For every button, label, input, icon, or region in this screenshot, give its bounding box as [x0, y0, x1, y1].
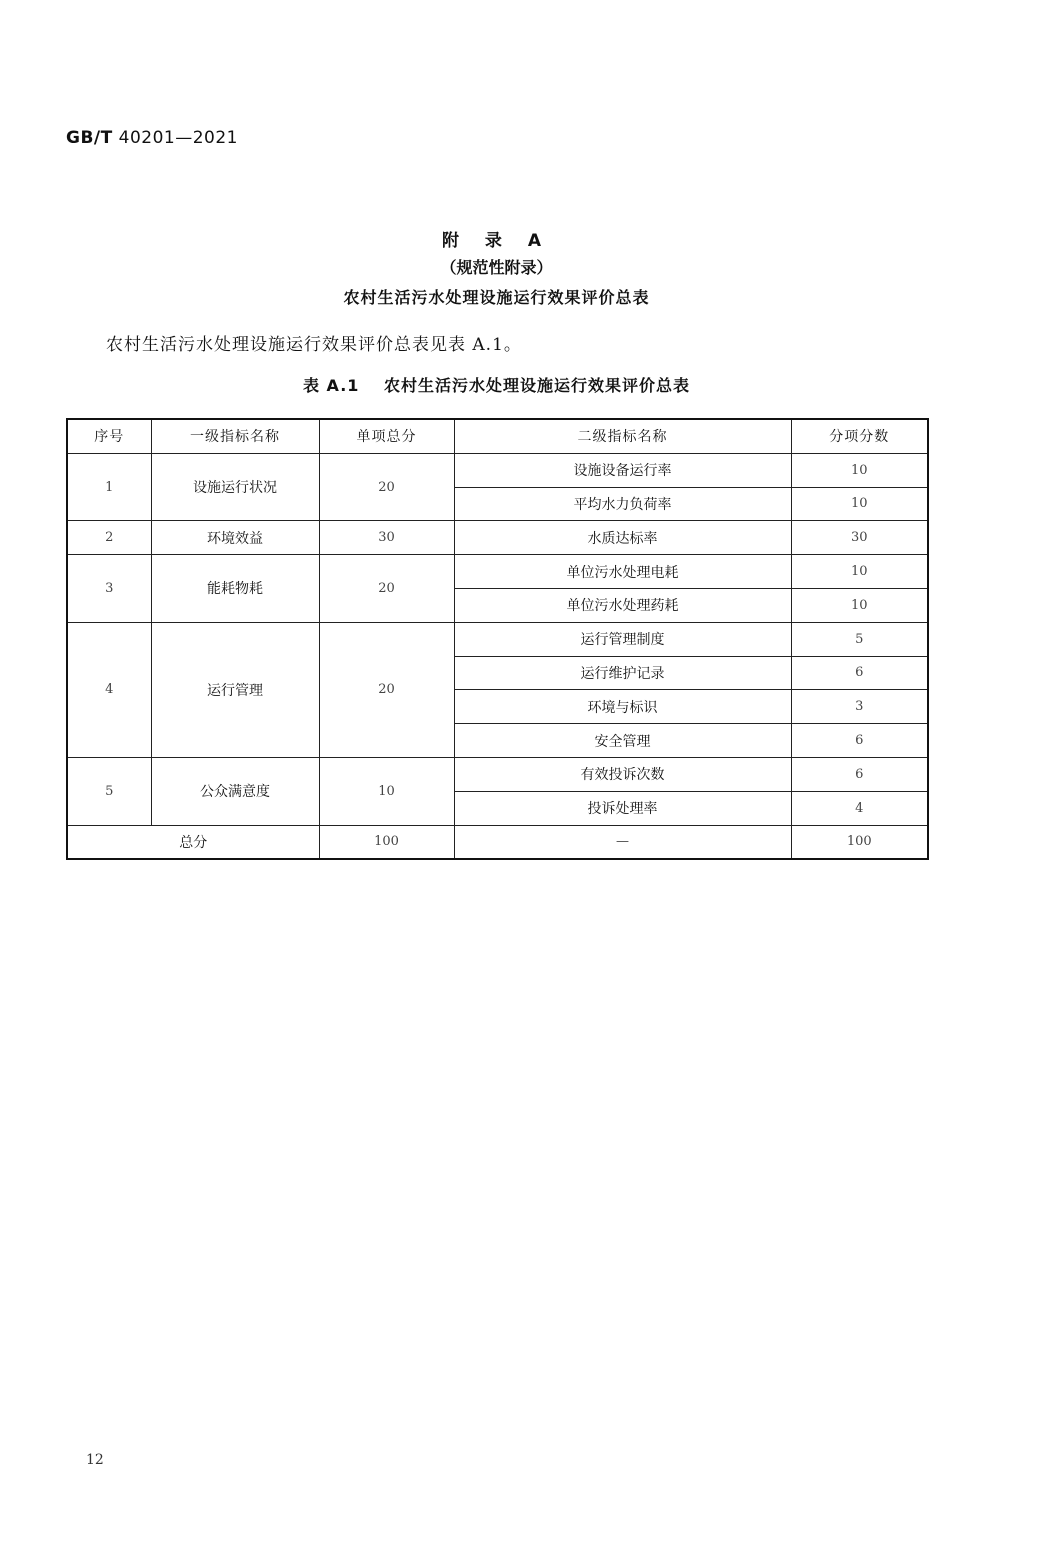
table-total-row: [67, 825, 928, 859]
primary-indicator: 运行管理: [151, 622, 319, 757]
item-total: 20: [319, 453, 454, 521]
table-row: [67, 521, 928, 555]
table-caption: [0, 373, 993, 396]
sub-score: 5: [791, 622, 928, 656]
secondary-indicator: 单位污水处理电耗: [454, 555, 791, 589]
total-label: 总分: [67, 825, 319, 859]
intro-paragraph: 农村生活污水处理设施运行效果评价总表见表 A.1。: [106, 335, 522, 355]
document-code-prefix: GB/T: [66, 128, 113, 148]
group-no: 2: [67, 521, 151, 555]
group-no: 1: [67, 453, 151, 521]
header-primary-indicator: 一级指标名称: [151, 419, 319, 453]
secondary-indicator: 设施设备运行率: [454, 453, 791, 487]
item-total: 20: [319, 555, 454, 623]
item-total: 30: [319, 521, 454, 555]
grand-total: 100: [319, 825, 454, 859]
secondary-indicator: 单位污水处理药耗: [454, 588, 791, 622]
item-total: 10: [319, 757, 454, 825]
primary-indicator: 公众满意度: [151, 757, 319, 825]
item-total: 20: [319, 622, 454, 757]
secondary-indicator: 有效投诉次数: [454, 757, 791, 791]
header-sub-score: 分项分数: [791, 419, 928, 453]
header-secondary-indicator: 二级指标名称: [454, 419, 791, 453]
table-caption-title: 农村生活污水处理设施运行效果评价总表: [384, 376, 691, 395]
sub-score: 6: [791, 724, 928, 758]
annex-name: 农村生活污水处理设施运行效果评价总表: [343, 288, 650, 307]
score-total: 100: [791, 825, 928, 859]
group-no: 4: [67, 622, 151, 757]
sub-score: 6: [791, 656, 928, 690]
document-code-number: 40201—2021: [118, 128, 238, 148]
sub-score: 30: [791, 521, 928, 555]
group-no: 3: [67, 555, 151, 623]
secondary-indicator: 投诉处理率: [454, 791, 791, 825]
table-row: [67, 555, 928, 589]
sub-score: 10: [791, 453, 928, 487]
annex-title: 附 录 A: [442, 231, 551, 251]
primary-indicator: 环境效益: [151, 521, 319, 555]
header-no: 序号: [67, 419, 151, 453]
page-number: 12: [86, 1452, 104, 1468]
header-item-total: 单项总分: [319, 419, 454, 453]
table-caption-number: 表 A.1: [302, 376, 360, 395]
primary-indicator: 能耗物耗: [151, 555, 319, 623]
sub-score: 10: [791, 588, 928, 622]
table-row: [67, 453, 928, 487]
table-header-row: [67, 419, 928, 453]
secondary-indicator: 平均水力负荷率: [454, 487, 791, 521]
table-row: [67, 622, 928, 656]
secondary-indicator: 安全管理: [454, 724, 791, 758]
sub-score: 3: [791, 690, 928, 724]
table-row: [67, 757, 928, 791]
sub-score: 10: [791, 487, 928, 521]
secondary-indicator: 水质达标率: [454, 521, 791, 555]
primary-indicator: 设施运行状况: [151, 453, 319, 521]
secondary-indicator: 运行维护记录: [454, 656, 791, 690]
secondary-placeholder: —: [454, 825, 791, 859]
secondary-indicator: 运行管理制度: [454, 622, 791, 656]
sub-score: 10: [791, 555, 928, 589]
sub-score: 4: [791, 791, 928, 825]
annex-type: （规范性附录）: [440, 258, 553, 277]
secondary-indicator: 环境与标识: [454, 690, 791, 724]
sub-score: 6: [791, 757, 928, 791]
group-no: 5: [67, 757, 151, 825]
evaluation-table: [66, 418, 929, 860]
document-code: [66, 128, 238, 148]
